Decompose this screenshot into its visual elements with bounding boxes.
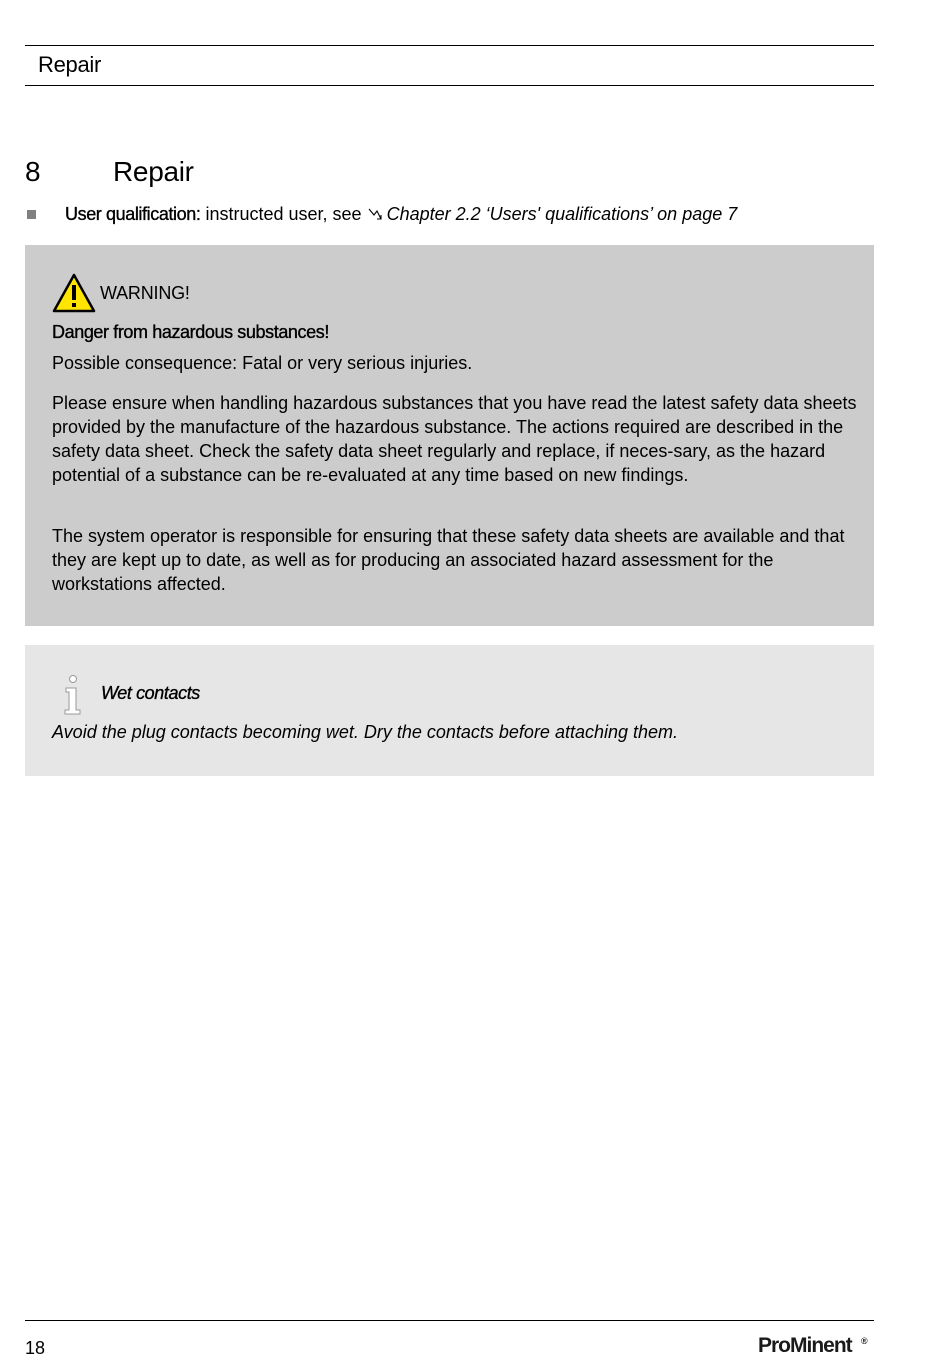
section-title: Repair (113, 156, 194, 187)
warning-paragraph: Please ensure when handling hazardous substances that you have read the latest safety data sheets provided by the manufacture of the hazardous substance. The actions required are described in the safety data sheet. Check the safety data sheet regularly and replace, if neces-sary, as the hazard potential of a substance can be re-evaluated at any time based on new findings. (52, 393, 857, 485)
qualification-value: instructed user, see (205, 204, 362, 224)
info-text: Avoid the plug contacts becoming wet. Dry the contacts before attaching them. (52, 722, 679, 742)
chapter-reference-text: Chapter 2.2 ‘Users' qualifications’ on page 7 (386, 204, 738, 224)
page-number: 18 (25, 1338, 46, 1358)
brand-registered-mark: ® (861, 1336, 868, 1346)
warning-box (25, 245, 874, 626)
qualification-text (65, 204, 737, 225)
info-i-icon (60, 674, 85, 716)
bullet-square-icon (27, 210, 36, 219)
header-title: Repair (38, 52, 102, 77)
warning-consequence: Possible consequence: Fatal or very serious injuries. (52, 353, 473, 373)
footer-divider (25, 1320, 874, 1321)
page-header (25, 45, 874, 86)
reference-arrow-icon (367, 206, 383, 222)
warning-title: WARNING! (100, 283, 190, 303)
warning-triangle-icon (52, 273, 96, 313)
section-number: 8 (25, 156, 41, 187)
warning-subtitle: Danger from hazardous substances! (52, 322, 329, 342)
warning-paragraph: The system operator is responsible for ensuring that these safety data sheets are available and that they are kept up to date, as well as for producing an associated hazard assessment for the workstations affected. (52, 526, 845, 594)
brand-logo: ProMinent (758, 1334, 852, 1357)
info-box (25, 645, 874, 776)
info-title: Wet contacts (101, 683, 200, 703)
qualification-label: User qualification: (65, 204, 201, 224)
chapter-reference-link[interactable] (367, 204, 738, 224)
